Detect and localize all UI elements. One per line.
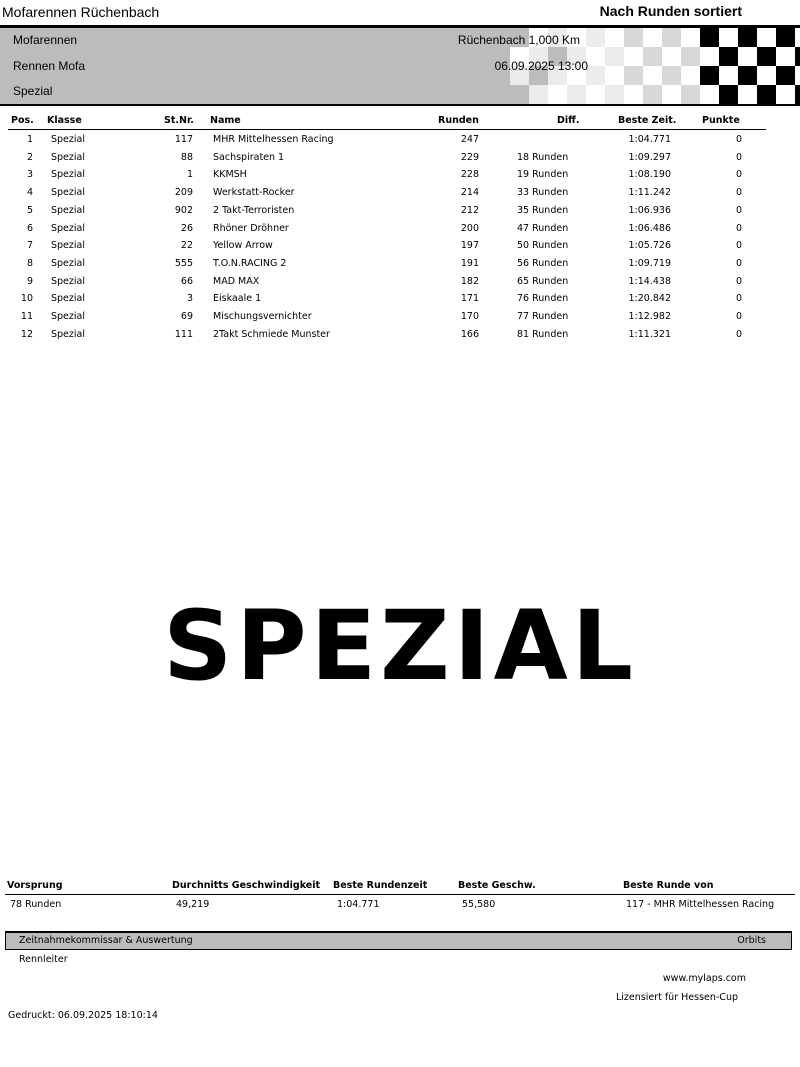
sort-label: Nach Runden sortiert (599, 3, 742, 19)
cell-name: KKMSH (213, 169, 247, 181)
table-header-rule (8, 129, 766, 130)
cell-diff: 47 Runden (517, 222, 569, 234)
summary-beste-geschw-value: 55,580 (462, 899, 496, 910)
table-row (0, 311, 800, 328)
table-row (0, 134, 800, 151)
cell-stnr: 902 (174, 204, 193, 216)
cell-runden: 212 (460, 204, 479, 216)
cell-beste: 1:05.726 (628, 240, 671, 252)
checker-square (681, 47, 700, 66)
cell-name: 2Takt Schmiede Munster (213, 328, 330, 340)
big-class-label: SPEZIAL (163, 590, 637, 702)
cell-diff: 76 Runden (517, 293, 569, 305)
summary-beste-runde-value: 1:04.771 (337, 899, 380, 910)
event-name: Mofarennen (13, 33, 78, 47)
cell-pos: 5 (26, 204, 33, 216)
cell-runden: 170 (460, 311, 479, 322)
cell-runden: 247 (460, 134, 479, 145)
cell-beste: 1:09.297 (628, 151, 671, 163)
cell-runden: 171 (460, 293, 479, 305)
cell-pos: 8 (26, 257, 33, 269)
summary-durchschnitt-header: Durchnitts Geschwindigkeit (172, 880, 321, 891)
checker-square (719, 85, 738, 104)
license-text: Lizensiert für Hessen-Cup (615, 992, 738, 1003)
table-row (0, 152, 800, 169)
cell-punkte: 0 (735, 240, 742, 252)
cell-name: T.O.N.RACING 2 (213, 257, 287, 269)
checker-square (700, 66, 719, 85)
cell-punkte: 0 (735, 328, 742, 340)
checker-square (586, 85, 605, 104)
checker-square (643, 66, 662, 85)
summary-rule (5, 894, 795, 895)
cell-name: Mischungsvernichter (213, 311, 312, 322)
cell-stnr: 88 (180, 151, 193, 163)
checker-square (757, 28, 776, 47)
summary-beste-runde-header: Beste Rundenzeit (333, 880, 428, 891)
cell-klasse: Spezial (51, 293, 85, 305)
cell-stnr: 22 (180, 240, 193, 252)
checker-square (681, 28, 700, 47)
checker-square (757, 85, 776, 104)
col-beste-header: Beste Zeit. (618, 115, 677, 126)
cell-punkte: 0 (735, 275, 742, 287)
cell-klasse: Spezial (51, 204, 85, 216)
checker-square (795, 66, 800, 85)
cell-punkte: 0 (735, 311, 742, 322)
cell-name: Yellow Arrow (213, 240, 273, 252)
cell-runden: 214 (460, 187, 479, 199)
cell-klasse: Spezial (51, 240, 85, 252)
cell-diff: 50 Runden (517, 240, 569, 252)
checker-square (529, 85, 548, 104)
band-rule (0, 104, 800, 106)
website-text: www.mylaps.com (662, 973, 746, 984)
checker-square (795, 47, 800, 66)
cell-klasse: Spezial (51, 169, 85, 181)
cell-runden: 228 (460, 169, 479, 181)
checker-square (567, 85, 586, 104)
checker-square (662, 28, 681, 47)
cell-name: 2 Takt-Terroristen (213, 204, 295, 216)
checker-square (662, 66, 681, 85)
cell-klasse: Spezial (51, 222, 85, 234)
cell-pos: 4 (26, 187, 33, 199)
col-pos-header: Pos. (11, 115, 34, 126)
cell-runden: 182 (460, 275, 479, 287)
checker-square (681, 85, 700, 104)
table-row (0, 187, 800, 204)
checker-square (700, 28, 719, 47)
cell-stnr: 555 (174, 257, 193, 269)
checker-square (624, 47, 643, 66)
location: Rüchenbach 1,000 Km (457, 33, 580, 47)
cell-punkte: 0 (735, 187, 742, 199)
cell-runden: 200 (460, 222, 479, 234)
class-name: Spezial (13, 84, 53, 98)
cell-beste: 1:06.936 (628, 204, 671, 216)
checker-square (776, 28, 795, 47)
checker-square (719, 28, 738, 47)
cell-diff: 33 Runden (517, 187, 569, 199)
checker-square (605, 66, 624, 85)
cell-beste: 1:11.242 (628, 187, 671, 199)
cell-klasse: Spezial (51, 151, 85, 163)
cell-diff: 19 Runden (517, 169, 569, 181)
col-klasse-header: Klasse (47, 115, 82, 126)
summary-beste-runde-von-value: 117 - MHR Mittelhessen Racing (626, 899, 775, 910)
cell-punkte: 0 (735, 151, 742, 163)
checker-square (795, 85, 800, 104)
checker-square (719, 47, 738, 66)
checker-square (586, 47, 605, 66)
cell-klasse: Spezial (51, 134, 85, 145)
checker-square (643, 85, 662, 104)
cell-punkte: 0 (735, 169, 742, 181)
cell-pos: 11 (20, 311, 33, 322)
cell-name: Sachspiraten 1 (213, 151, 285, 163)
cell-name: Werkstatt-Rocker (213, 187, 295, 199)
table-row (0, 276, 800, 293)
checker-square (586, 66, 605, 85)
table-row (0, 329, 800, 346)
cell-pos: 6 (26, 222, 33, 234)
col-runden-header: Runden (438, 115, 479, 126)
col-diff-header: Diff. (557, 115, 580, 126)
cell-beste: 1:11.321 (628, 328, 671, 340)
cell-pos: 1 (26, 134, 33, 145)
cell-runden: 197 (460, 240, 479, 252)
cell-name: MAD MAX (213, 275, 260, 287)
orbits-label: Orbits (737, 935, 766, 946)
checker-square (776, 66, 795, 85)
checker-square (624, 28, 643, 47)
checker-square (624, 66, 643, 85)
cell-runden: 166 (460, 328, 479, 340)
checker-square (776, 47, 795, 66)
cell-klasse: Spezial (51, 328, 85, 340)
table-row (0, 205, 800, 222)
checker-square (605, 28, 624, 47)
table-row (0, 293, 800, 310)
cell-name: MHR Mittelhessen Racing (213, 134, 334, 145)
cell-beste: 1:08.190 (628, 169, 671, 181)
cell-punkte: 0 (735, 293, 742, 305)
checker-square (757, 66, 776, 85)
cell-punkte: 0 (735, 134, 742, 145)
cell-beste: 1:12.982 (628, 311, 671, 322)
table-row (0, 258, 800, 275)
checker-square (605, 85, 624, 104)
cell-stnr: 209 (174, 187, 193, 199)
checker-square (738, 28, 757, 47)
race-name: Rennen Mofa (13, 59, 86, 73)
checker-square (776, 85, 795, 104)
cell-pos: 9 (26, 275, 33, 287)
race-director-label: Rennleiter (19, 954, 68, 965)
cell-pos: 3 (26, 169, 33, 181)
document-title: Mofarennen Rüchenbach (2, 4, 160, 20)
cell-klasse: Spezial (51, 257, 85, 269)
cell-pos: 7 (26, 240, 33, 252)
summary-beste-runde-von-header: Beste Runde von (623, 880, 714, 891)
cell-beste: 1:09.719 (628, 257, 671, 269)
col-punkte-header: Punkte (702, 115, 740, 126)
cell-stnr: 111 (174, 328, 193, 340)
checker-square (643, 28, 662, 47)
checker-square (738, 47, 757, 66)
cell-stnr: 3 (186, 293, 193, 305)
cell-diff: 65 Runden (517, 275, 569, 287)
cell-diff: 18 Runden (517, 151, 569, 163)
checker-square (681, 66, 700, 85)
cell-klasse: Spezial (51, 275, 85, 287)
checker-square (719, 66, 738, 85)
checker-square (700, 47, 719, 66)
cell-name: Rhöner Dröhner (213, 222, 289, 234)
checker-square (624, 85, 643, 104)
cell-runden: 229 (460, 151, 479, 163)
cell-punkte: 0 (735, 204, 742, 216)
printed-timestamp: Gedruckt: 06.09.2025 18:10:14 (8, 1010, 158, 1021)
race-datetime: 06.09.2025 13:00 (494, 59, 588, 73)
cell-stnr: 117 (174, 134, 193, 145)
cell-stnr: 69 (180, 311, 193, 322)
checker-square (662, 85, 681, 104)
cell-stnr: 26 (180, 222, 193, 234)
cell-beste: 1:06.486 (628, 222, 671, 234)
cell-punkte: 0 (735, 257, 742, 269)
timekeeper-label: Zeitnahmekommissar & Auswertung (19, 935, 193, 946)
summary-durchschnitt-value: 49,219 (176, 899, 210, 910)
cell-diff: 35 Runden (517, 204, 569, 216)
cell-pos: 12 (20, 328, 33, 340)
cell-stnr: 66 (180, 275, 193, 287)
cell-diff: 77 Runden (517, 311, 569, 322)
checker-square (586, 28, 605, 47)
checker-square (738, 85, 757, 104)
col-stnr-header: St.Nr. (164, 115, 194, 126)
cell-diff: 81 Runden (517, 328, 569, 340)
col-name-header: Name (210, 115, 241, 126)
checker-square (738, 66, 757, 85)
summary-vorsprung-value: 78 Runden (10, 899, 62, 910)
cell-pos: 10 (20, 293, 33, 305)
table-row (0, 223, 800, 240)
cell-diff: 56 Runden (517, 257, 569, 269)
checker-square (605, 47, 624, 66)
cell-klasse: Spezial (51, 311, 85, 322)
cell-runden: 191 (460, 257, 479, 269)
cell-stnr: 1 (186, 169, 193, 181)
cell-beste: 1:20.842 (628, 293, 671, 305)
cell-klasse: Spezial (51, 187, 85, 199)
summary-beste-geschw-header: Beste Geschw. (458, 880, 536, 891)
checker-square (643, 47, 662, 66)
checker-square (700, 85, 719, 104)
checker-square (795, 28, 800, 47)
checker-square (548, 85, 567, 104)
table-row (0, 169, 800, 186)
checker-square (662, 47, 681, 66)
cell-name: Eiskaale 1 (213, 293, 262, 305)
cell-punkte: 0 (735, 222, 742, 234)
cell-beste: 1:04.771 (628, 134, 671, 145)
summary-vorsprung-header: Vorsprung (7, 880, 63, 891)
checker-square (757, 47, 776, 66)
cell-pos: 2 (26, 151, 33, 163)
cell-beste: 1:14.438 (628, 275, 671, 287)
table-row (0, 240, 800, 257)
